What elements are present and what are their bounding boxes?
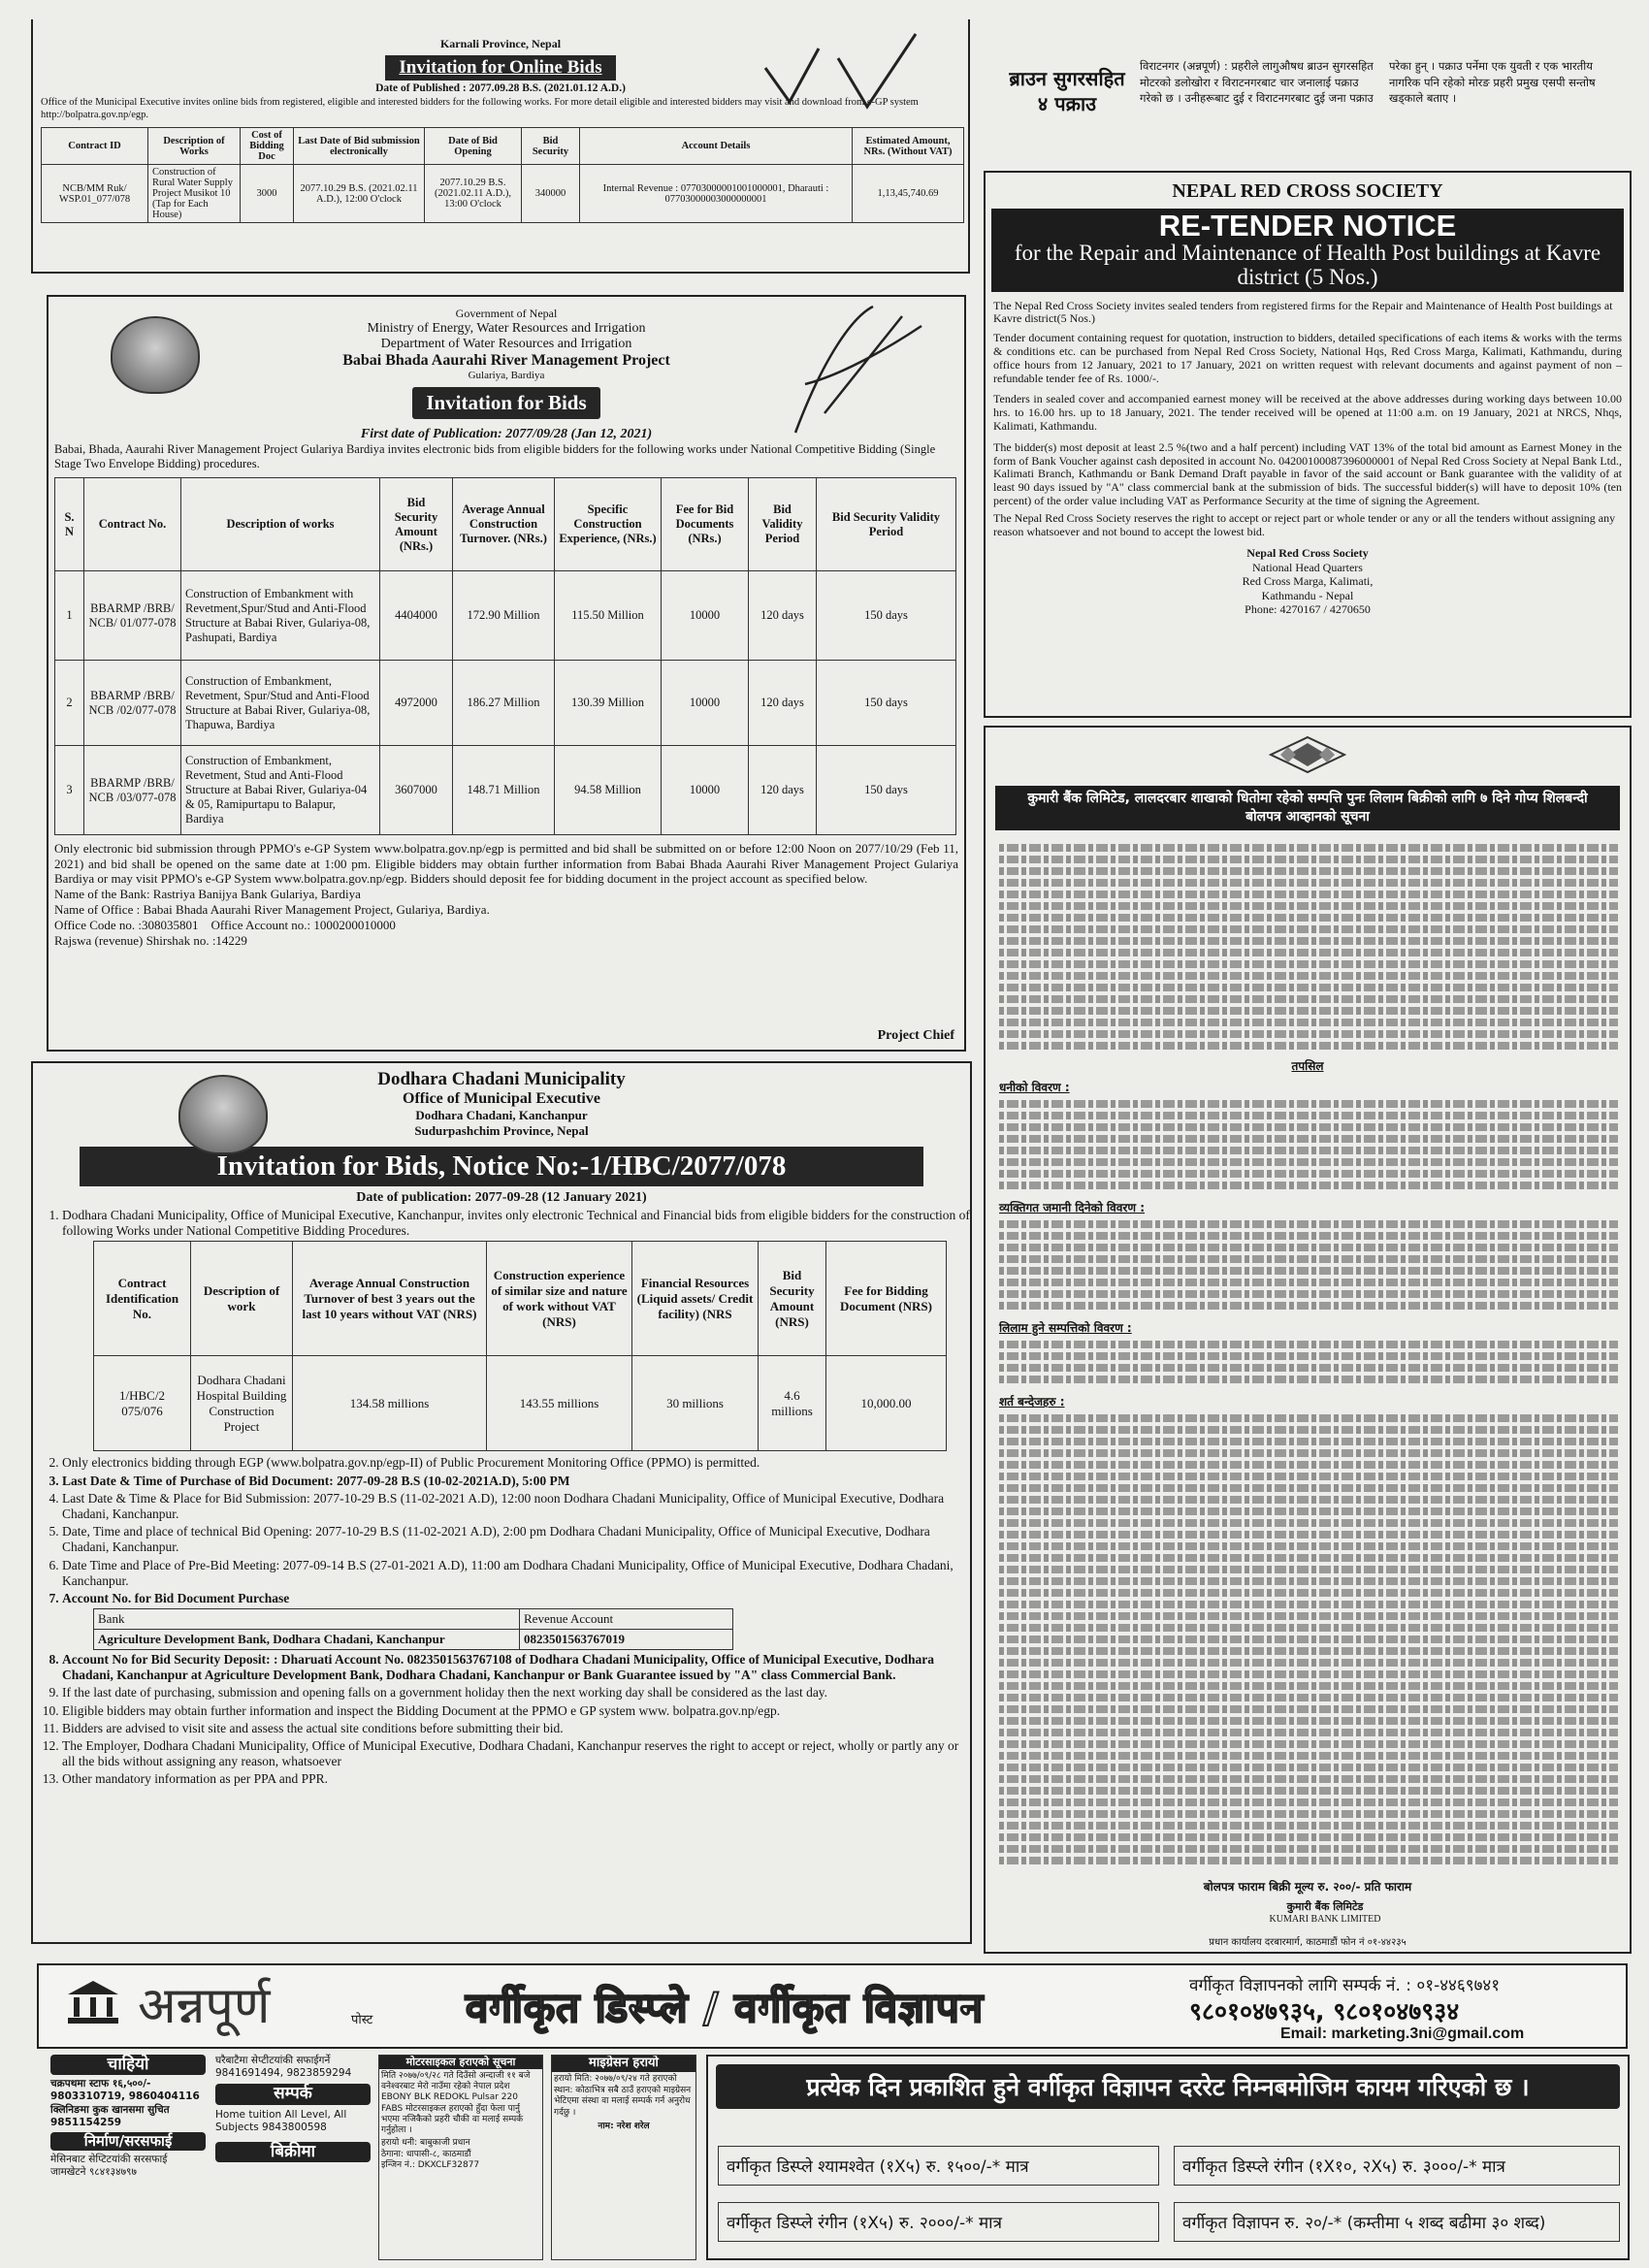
- classified-text: मिति २०७७/०९/२८ गते दिउँसो अन्दाजी ११ बजे वनेश्वरबाट मेरो नाउँमा रहेको नेपाल प्रदेश EBONY BLK REDOKL Pulsar 220 FABS मोटरसाइकल हराएको हुँदा फेला पार्नु भएमा नजिकैको प्रहरी चौकी वा मलाई सम्पर्क गर्नुहोला ।: [381, 2070, 531, 2135]
- project-place: Gulariya, Bardiya: [468, 370, 545, 381]
- account-table: [93, 1608, 733, 1650]
- redcross-para: The bidder(s) most deposit at least 2.5 %(two and a half percent) including VAT 13% of the total bid amount as Earnest Money in the form of Bank Voucher against cash deposited in account No. 04200100087396000001 of Nepal Red Cross Society at Nepal Bank Ltd., Kalimati Branch, Kathmandu or Bank Demand Draft payable in favor of the said account or Bank guarantee with the validity of at least 90 days issued by "A" class commercial bank at the submission of bids. The successful bidder(s) will have to deposit 10% (ten percent) of the order value including VAT as Performance Security at the time of signing the Agreement.: [993, 439, 1622, 507]
- kumari-owner-text: [999, 1096, 1618, 1193]
- nepal-emblem-icon: [111, 316, 200, 394]
- table-cell: Construction of Embankment with Revetment,Spur/Stud and Anti-Flood Structure at Babai River, Gulariya-08, Pashupati, Bardiya: [181, 571, 380, 661]
- sign-line: Red Cross Marga, Kalimati,: [1242, 574, 1374, 589]
- col-header: Contract No.: [84, 478, 181, 571]
- col-header: Fee for Bid Documents (NRs.): [662, 478, 749, 571]
- brown-sugar-news: [989, 56, 1630, 173]
- municipality-place: Dodhara Chadani, Kanchanpur: [415, 1108, 588, 1122]
- table-cell: 3607000: [380, 746, 453, 835]
- section-heading: शर्त बन्देजहरु :: [999, 1395, 1065, 1409]
- classified-heading: निर्माण/सरसफाई: [50, 2132, 206, 2151]
- annapurna-post: पोस्ट: [351, 2013, 373, 2027]
- classified-col-2: [215, 2055, 371, 2260]
- list-item: 12. The Employer, Dodhara Chadani Municipality, Office of Municipal Executive, Dodhara Chadani, Kanchanpur reserves the right to accept or reject, wholly or partly any or all the bids without assigning any reason, whatsoever: [62, 1738, 970, 1769]
- rate-card-title: प्रत्येक दिन प्रकाशित हुने वर्गीकृत विज्ञापन दररेट निम्नबमोजिम कायम गरिएको छ ।: [716, 2064, 1620, 2109]
- list-item: 3. Last Date & Time of Purchase of Bid Document: 2077-09-28 B.S (10-02-2021A.D), 5:00 PM: [62, 1474, 970, 1489]
- classified-text: घरैबाटैमा सेप्टीटयांकी सफाईगर्ने 9841691494, 9823859294: [215, 2055, 352, 2080]
- table-cell: Bank: [94, 1609, 520, 1630]
- list-item: 11. Bidders are advised to visit site and assess the actual site conditions before submitting their bid.: [62, 1721, 970, 1736]
- kumari-body-text: [999, 840, 1618, 1063]
- contact-phones: ९८०१०४७९३५, ९८०१०४७९३४: [1189, 1997, 1460, 2025]
- handwritten-signature: [786, 297, 931, 442]
- classified-text: नाम: नरेश शरेल: [598, 2121, 650, 2131]
- karnali-published: Date of Published : 2077.09.28 B.S. (2021.01.12 A.D.): [375, 82, 626, 94]
- municipality-office: Office of Municipal Executive: [403, 1090, 600, 1107]
- table-cell: 150 days: [817, 661, 956, 746]
- col-header: Date of Bid Opening: [425, 128, 522, 165]
- kumari-footer: बोलपत्र फाराम बिक्री मूल्य रु. २००/- प्रति फाराम: [1203, 1880, 1412, 1894]
- table-cell: Construction of Rural Water Supply Project Musikot 10 (Tap for Each House): [148, 165, 241, 223]
- col-header: Description of Works: [148, 128, 241, 165]
- list-item: 7. Account No. for Bid Document Purchase: [62, 1591, 970, 1606]
- dodhara-pub-date: Date of publication: 2077-09-28 (12 January 2021): [356, 1190, 647, 1205]
- col-header: Average Annual Construction Turnover of best 3 years out the last 10 years without VAT (NRS): [293, 1242, 487, 1356]
- classified-text: मेसिनबाट सेप्टिटयांकी सरसफाई जामखेटने ९८४१३४७९७: [50, 2153, 168, 2178]
- classified-heading: बिक्रीमा: [215, 2142, 371, 2162]
- temple-logo-icon: [68, 1981, 118, 2024]
- redcross-title: RE-TENDER NOTICE: [1158, 209, 1457, 243]
- rate-card: [706, 2055, 1630, 2260]
- classified-heading: चाहियो: [50, 2055, 206, 2075]
- col-header: Cost of Bidding Doc: [241, 128, 294, 165]
- table-cell: 340000: [522, 165, 580, 223]
- project-title: Babai Bhada Aaurahi River Management Project: [342, 352, 670, 369]
- section-heading: धनीको विवरण :: [999, 1081, 1070, 1094]
- code-line: Office Code no. :308035801 Office Account no.: 1000200010000: [54, 917, 396, 932]
- annapurna-logo: अन्नपूर्ण: [138, 1977, 271, 2035]
- annapurna-strip: [37, 1963, 1628, 2049]
- municipality-province: Sudurpashchim Province, Nepal: [414, 1123, 589, 1138]
- section-heading: तपसिल: [1291, 1059, 1324, 1073]
- karnali-banner: Invitation for Online Bids: [385, 55, 615, 81]
- table-cell: Construction of Embankment, Revetment, Spur/Stud and Anti-Flood Structure at Babai River, Gulariya-08, Thapuwa, Bardiya: [181, 661, 380, 746]
- dodhara-list-2: [33, 1455, 970, 1606]
- redcross-subtitle: for the Repair and Maintenance of Health Post buildings at Kavre district (5 Nos.): [1014, 241, 1601, 290]
- redcross-para: Tender document containing request for quotation, instruction to bidders, detailed specifications of each items & works with the terms & conditions etc. can be purchased from Nepal Red Cross Society, National Hqs, Red Cross Marga, Kalimati, Kathmandu, during office hours from 12 January, 2021 to 17 January, 2021 on written request with relevant documents and against payment of non – refundable tender fee of Rs. 1000/-.: [993, 331, 1622, 385]
- kumari-terms-text: [999, 1410, 1618, 1868]
- col-header: Fee for Bidding Document (NRS): [826, 1242, 947, 1356]
- classified-text: Home tuition All Level, All Subjects 9843800598: [215, 2108, 347, 2133]
- karnali-intro: Office of the Municipal Executive invites online bids from registered, eligible and interested bidders for the following works. For more detail eligible and interested bidders may visit and download from e-GP system http://bolpatra.gov.np/egp.: [41, 97, 919, 121]
- col-header: Bid Security Amount (NRS): [759, 1242, 826, 1356]
- karnali-header: Karnali Province, Nepal: [439, 37, 562, 50]
- babai-intro: Babai, Bhada, Aaurahi River Management Project Gulariya Bardiya invites electronic bids from eligible bidders for the following works under National Competitive Bidding (Single Stage Two Envelope Bidding) procedures.: [54, 442, 936, 470]
- table-cell: 10000: [662, 746, 749, 835]
- table-cell: 0823501563767019: [520, 1630, 733, 1650]
- office-line: Name of Office : Babai Bhada Aaurahi River Management Project, Gulariya, Bardiya.: [54, 901, 490, 917]
- kumari-property-text: [999, 1337, 1618, 1387]
- sign-line: National Head Quarters: [1252, 560, 1363, 574]
- news-body: विराटनगर (अन्नपूर्ण) : प्रहरीले लागुऔषध ब्राउन सुगरसहित मोटरको डलोखोरा र विराटनगरबाट चार जनालाई पक्राउ गरेको छ । उनीहरूबाट दुई र विराटनगरबाट दुई जना पक्राउ परेका हुन् । पक्राउ पर्नेमा एक युवती र एक भारतीय नागरिक पनि रहेको मोरङ प्रहरी प्रमुख एसपी सन्तोष खड्काले बताए ।: [1140, 59, 1596, 106]
- dodhara-banner: Invitation for Bids, Notice No:-1/HBC/2077/078: [80, 1147, 923, 1186]
- table-cell: 115.50 Million: [555, 571, 662, 661]
- handwritten-signature: [760, 29, 935, 116]
- rate-item: वर्गीकृत विज्ञापन रु. २०/-* (कम्तीमा ५ शब्द बढीमा ३० शब्द): [1174, 2202, 1620, 2242]
- classified-text: हरायो धनी: बाबुकाजी प्रधान: [381, 2138, 470, 2149]
- sign-line: Nepal Red Cross Society: [1246, 546, 1369, 561]
- table-cell: 3000: [241, 165, 294, 223]
- rate-item: वर्गीकृत डिस्प्ले रंगीन (१X५) रु. २०००/-* मात्र: [718, 2202, 1159, 2242]
- rate-item: वर्गीकृत डिस्प्ले रंगीन (१X१०, २X५) रु. ३०००/-* मात्र: [1174, 2146, 1620, 2186]
- redcross-para: The Nepal Red Cross Society reserves the right to accept or reject part or whole tender or any or all the tenders without assigning any reason whatsoever and not bound to accept the lowest bid.: [993, 510, 1616, 538]
- table-cell: Construction of Embankment, Revetment, Stud and Anti-Flood Structure at Babai River, Gulariya-04 & 05, Ramipurtapu to Balapur, Bardiya: [181, 746, 380, 835]
- table-cell: 150 days: [817, 571, 956, 661]
- col-header: Construction experience of similar size and nature of work without VAT (NRS): [487, 1242, 632, 1356]
- col-header: Bid Security Amount (NRs.): [380, 478, 453, 571]
- col-header: Description of works: [181, 478, 380, 571]
- rate-item: वर्गीकृत डिस्प्ले श्यामश्वेत (१X५) रु. १५००/-* मात्र: [718, 2146, 1159, 2186]
- classified-text: चक्रपथमा स्टाफ १६,५००/- 9803310719, 9860404116 क्लिनिङमा कुक खानसमा सुचित 9851154259: [50, 2078, 200, 2128]
- table-cell: 2077.10.29 B.S. (2021.02.11 A.D.), 13:00 O'clock: [425, 165, 522, 223]
- classified-col-1: [50, 2055, 206, 2260]
- col-header: Contract Identification No.: [94, 1242, 191, 1356]
- table-cell: 30 millions: [632, 1356, 759, 1451]
- table-cell: Dodhara Chadani Hospital Building Construction Project: [191, 1356, 293, 1451]
- babai-notice: [47, 295, 966, 1052]
- list-item: 4. Last Date & Time & Place for Bid Submission: 2077-10-29 B.S (11-02-2021 A.D), 12:00 noon Dodhara Chadani Municipality, Office of Municipal Executive, Dodhara Chadani, Kanchanpur.: [62, 1491, 970, 1522]
- dodhara-list-1: [33, 1208, 970, 1239]
- table-cell: 4972000: [380, 661, 453, 746]
- list-item: 13. Other mandatory information as per PPA and PPR.: [62, 1771, 970, 1787]
- table-cell: 120 days: [749, 661, 817, 746]
- list-item: 5. Date, Time and place of technical Bid Opening: 2077-10-29 B.S (11-02-2021 A.D), 2:00 pm Dodhara Chadani Municipality, Office of Municipal Executive, Dodhara Chadani, Kanchanpur.: [62, 1524, 970, 1555]
- redcross-para: The Nepal Red Cross Society invites sealed tenders from registered firms for the Repair and Maintenance of Health Post buildings at Kavre district(5 Nos.): [993, 298, 1613, 326]
- bank-name: कुमारी बैंक लिमिटेड: [1286, 1900, 1364, 1913]
- karnali-notice: [31, 19, 970, 274]
- dodhara-list-3: [33, 1652, 970, 1788]
- redcross-signature: [986, 546, 1630, 616]
- classified-heading: सम्पर्क: [215, 2084, 371, 2104]
- nepal-emblem-icon: [178, 1075, 268, 1154]
- col-header: Last Date of Bid submission electronically: [294, 128, 425, 165]
- col-header: Specific Construction Experience, (NRs.): [555, 478, 662, 571]
- babai-banner: Invitation for Bids: [412, 387, 599, 419]
- table-cell: 2: [55, 661, 84, 746]
- classified-heading: माइग्रेसन हरायो: [552, 2056, 695, 2072]
- municipality-name: Dodhara Chadani Municipality: [377, 1069, 626, 1089]
- babai-table: [54, 477, 956, 835]
- table-cell: Revenue Account: [520, 1609, 733, 1630]
- dept-line: Department of Water Resources and Irrigation: [380, 337, 632, 351]
- classified-text: हरायो मिति: २०७७/०९/२४ गते हराएको स्थान: कोठाभित्र सबै ठाउँ हराएको माइग्रेसन भेटिएमा संस्था वा मलाई सम्पर्क गर्न अनुरोध गर्दछु ।: [554, 2073, 692, 2118]
- col-header: Description of work: [191, 1242, 293, 1356]
- table-cell: 172.90 Million: [453, 571, 555, 661]
- news-headline: ब्राउन सुगरसहित ४ पक्राउ: [1009, 67, 1125, 115]
- col-header: Bid Security Validity Period: [817, 478, 956, 571]
- table-cell: 1,13,45,740.69: [853, 165, 964, 223]
- kumari-notice: [984, 726, 1632, 1954]
- list-item: 2. Only electronics bidding through EGP (www.bolpatra.gov.np/egp-II) of Public Procurement Monitoring Office (PPMO) is permitted.: [62, 1455, 970, 1471]
- annapurna-slogan: वर्गीकृत डिस्प्ले / वर्गीकृत विज्ञापन: [466, 1984, 985, 2031]
- sign-line: Phone: 4270167 / 4270650: [1245, 601, 1371, 616]
- bank-name-en: KUMARI BANK LIMITED: [1269, 1914, 1381, 1925]
- project-chief: Project Chief: [877, 1028, 954, 1043]
- table-cell: Agriculture Development Bank, Dodhara Chadani, Kanchanpur: [94, 1630, 520, 1650]
- table-cell: NCB/MM Ruk/ WSP.01_077/078: [42, 165, 148, 223]
- diamond-logo-icon: [1269, 735, 1346, 774]
- redcross-org: NEPAL RED CROSS SOCIETY: [1172, 180, 1443, 202]
- table-cell: 120 days: [749, 571, 817, 661]
- redcross-title-block: [991, 209, 1624, 292]
- dodhara-table: [93, 1241, 947, 1451]
- table-cell: BBARMP /BRB/ NCB /02/077-078: [84, 661, 181, 746]
- classified-text: इन्जिन नं.: DKXCLF32877: [381, 2159, 480, 2170]
- ministry-line: Ministry of Energy, Water Resources and Irrigation: [367, 321, 646, 336]
- kumari-guarantor-text: [999, 1216, 1618, 1313]
- kumari-address: प्रधान कार्यालय दरबारमार्ग, काठमाडौं फोन नं ०१-४४२३५: [1209, 1937, 1406, 1948]
- table-cell: 2077.10.29 B.S. (2021.02.11 A.D.), 12:00 O'clock: [294, 165, 425, 223]
- table-cell: 3: [55, 746, 84, 835]
- table-cell: 10,000.00: [826, 1356, 947, 1451]
- table-cell: 10000: [662, 661, 749, 746]
- redcross-notice: [984, 171, 1632, 718]
- table-cell: BBARMP /BRB/ NCB /03/077-078: [84, 746, 181, 835]
- table-cell: 4.6 millions: [759, 1356, 826, 1451]
- dodhara-notice: [31, 1061, 972, 1944]
- table-cell: 150 days: [817, 746, 956, 835]
- list-item: 9. If the last date of purchasing, submission and opening falls on a government holiday then the next working day shall be considered as the last day.: [62, 1685, 970, 1701]
- table-cell: 1: [55, 571, 84, 661]
- list-item: 8. Account No for Bid Security Deposit: : Dharuati Account No. 0823501563767108 of Dodhara Chadani Municipality, Office of Municipal Executive, Dodhara Chadani, Kanchanpur at Agriculture Development Bank, Dodhara Chadani, Kanchanpur or Bank Guarantee issued by "A" class Commercial Bank.: [62, 1652, 970, 1683]
- table-cell: 186.27 Million: [453, 661, 555, 746]
- first-date: First date of Publication: 2077/09/28 (Jan 12, 2021): [360, 427, 653, 441]
- motorcycle-lost-ad: [378, 2055, 543, 2260]
- table-cell: 120 days: [749, 746, 817, 835]
- bank-line: Name of the Bank: Rastriya Banijya Bank Gulariya, Bardiya: [54, 886, 361, 901]
- table-cell: Internal Revenue : 07703000001001000001, Dharauti : 07703000003000000001: [580, 165, 853, 223]
- table-cell: 94.58 Million: [555, 746, 662, 835]
- redcross-para: Tenders in sealed cover and accompanied earnest money will be received at the above addresses during working days between 10.00 hrs. to 16.00 hrs. up to 18 January, 2021. The tender received will be opened at 11:00 a.m. on 19 January, 2021 at NRCS, Nhqs, Kalimati, Kathmandu.: [993, 392, 1622, 433]
- section-heading: व्यक्तिगत जमानी दिनेको विवरण :: [999, 1201, 1146, 1215]
- sign-line: Kathmandu - Nepal: [1261, 588, 1354, 602]
- babai-notice-text: Only electronic bid submission through PPMO's e-GP System www.bolpatra.gov.np/egp is permitted and bid shall be submitted on or before 12:00 Noon on 2077/10/29 (Feb 11, 2021) and bid shall be opened on the same date at 1:00 pm. Eligible bidders may obtain further information from Babai Bhada Aaurahi River Management Project Gulariya Bardiya or may visit PPMO's e-GP System www.bolpatra.gov.np/egp. Bidders should deposit fee for bidding document in the project account as specified below.: [54, 841, 958, 887]
- col-header: Financial Resources (Liquid assets/ Credit facility) (NRS: [632, 1242, 759, 1356]
- table-cell: 10000: [662, 571, 749, 661]
- col-header: Account Details: [580, 128, 853, 165]
- col-header: Bid Validity Period: [749, 478, 817, 571]
- migration-lost-ad: [551, 2055, 696, 2260]
- list-item: 6. Date Time and Place of Pre-Bid Meeting: 2077-09-14 B.S (27-01-2021 A.D), 11:00 am Dodhara Chadani Municipality, Office of Municipal Executive, Dodhara Chadani, Kanchanpur.: [62, 1558, 970, 1589]
- kumari-bank-sign: [1209, 1899, 1441, 1925]
- table-cell: 134.58 millions: [293, 1356, 487, 1451]
- col-header: S. N: [55, 478, 84, 571]
- classified-heading: मोटरसाइकल हराएको सूचना: [379, 2056, 542, 2069]
- classified-text: ठेगाना: धापासी-८, काठमाडौं: [381, 2149, 471, 2159]
- col-header: Estimated Amount, NRs. (Without VAT): [853, 128, 964, 165]
- table-cell: 1/HBC/2 075/076: [94, 1356, 191, 1451]
- table-cell: 148.71 Million: [453, 746, 555, 835]
- table-cell: 130.39 Million: [555, 661, 662, 746]
- contact-email: Email: marketing.3ni@gmail.com: [1280, 2025, 1525, 2042]
- table-cell: 143.55 millions: [487, 1356, 632, 1451]
- table-cell: 4404000: [380, 571, 453, 661]
- col-header: Bid Security: [522, 128, 580, 165]
- contact-label: वर्गीकृत विज्ञापनको लागि सम्पर्क नं. : ०१-४४६९७४१: [1189, 1976, 1501, 1995]
- col-header: Contract ID: [42, 128, 148, 165]
- list-item: 10. Eligible bidders may obtain further information and inspect the Bidding Document at the PPMO e GP system www. bolpatra.gov.np/egp.: [62, 1703, 970, 1719]
- section-heading: लिलाम हुने सम्पत्तिको विवरण :: [999, 1321, 1132, 1335]
- gov-line: Government of Nepal: [455, 307, 558, 320]
- table-cell: BBARMP /BRB/ NCB/ 01/077-078: [84, 571, 181, 661]
- kumari-title: कुमारी बैंक लिमिटेड, लालदरबार शाखाको धितोमा रहेको सम्पत्ति पुनः लिलाम बिक्रीको लागि ७ दिने गोप्य शिलबन्दी बोलपत्र आव्हानको सूचना: [995, 786, 1620, 830]
- rajaswa-line: Rajswa (revenue) Shirshak no. :14229: [54, 932, 247, 948]
- karnali-table: [41, 127, 964, 223]
- list-item: 1. Dodhara Chadani Municipality, Office of Municipal Executive, Kanchanpur, invites only electronic Technical and Financial bids from eligible bidders for the construction of following Works under National Competitive Bidding Procedures.: [62, 1208, 970, 1239]
- col-header: Average Annual Construction Turnover. (NRs.): [453, 478, 555, 571]
